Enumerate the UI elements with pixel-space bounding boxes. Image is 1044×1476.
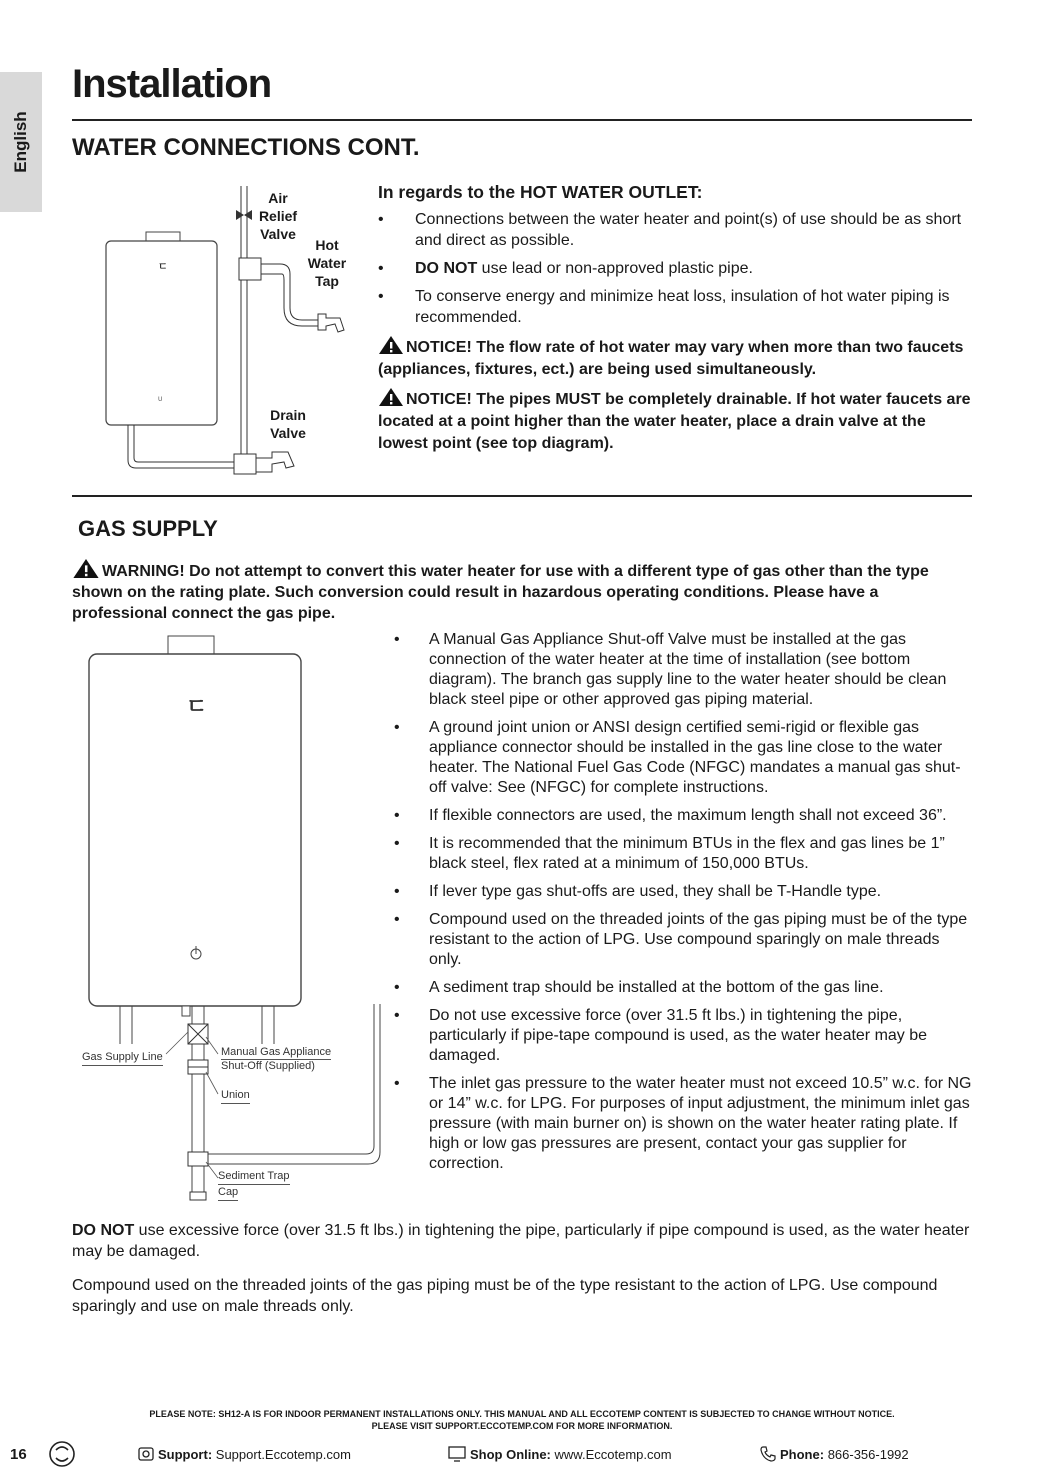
gas-bullet: • If flexible connectors are used, the maximum length shall not exceed 36”.: [394, 806, 974, 826]
gas-supply-line-label: Gas Supply Line: [82, 1051, 163, 1066]
warning-triangle-icon: [72, 558, 100, 579]
notice-flow-rate: NOTICE! The flow rate of hot water may vary when more than two faucets (appliances, fixtures, ect.) are being used simultaneously.: [378, 335, 974, 381]
notice-drainable: NOTICE! The pipes MUST be completely drainable. If hot water faucets are located at a point higher than the water heater, place a drain valve at the lowest point (see top diagram).: [378, 387, 974, 455]
manual-valve-label: Manual Gas Appliance Shut-Off (Supplied): [221, 1046, 332, 1072]
hot-outlet-bullet: • Connections between the water heater and point(s) of use should be as short and direct as possible.: [378, 209, 974, 251]
hot-outlet-heading: In regards to the HOT WATER OUTLET:: [378, 182, 703, 202]
gas-bullet: • Do not use excessive force (over 31.5 ft lbs.) in tightening the pipe, particularly if pipe-tape compound is used, as the water heater may be damaged.: [394, 1006, 974, 1066]
gas-supply-diagram: [78, 632, 388, 1212]
gas-bullet: • If lever type gas shut-offs are used, they shall be T-Handle type.: [394, 882, 974, 902]
support-link[interactable]: Support: Support.Eccotemp.com: [138, 1446, 351, 1462]
do-not-paragraph: DO NOT use excessive force (over 31.5 ft lbs.) in tightening the pipe, particularly if pipe compound is used, as the water heater may be damaged.: [72, 1222, 970, 1260]
sediment-trap-label: Sediment Trap: [218, 1170, 290, 1185]
support-icon: [138, 1446, 154, 1462]
cap-label: Cap: [218, 1186, 238, 1201]
gas-bullet: • A ground joint union or ANSI design certified semi-rigid or flexible gas appliance connector should be installed in the gas line close to the water heater. The National Fuel Gas Code (NFGC) mandates a manual gas shut-off valve: See (NFGC) for complete instructions.: [394, 718, 974, 798]
hot-outlet-bullet: • DO NOT use lead or non-approved plastic pipe.: [378, 258, 974, 279]
gas-supply-instructions: [394, 630, 974, 1182]
water-connection-diagram: [100, 180, 370, 480]
footer-note: PLEASE NOTE: SH12-A IS FOR INDOOR PERMANENT INSTALLATIONS ONLY. THIS MANUAL AND ALL ECCOTEMP CONTENT IS SUBJECTED TO CHANGE WITHOUT NOTICE. PLEASE VISIT SUPPORT.ECCOTEMP.COM FOR MORE INFORMATION.: [149, 1409, 895, 1431]
gas-warning: WARNING! Do not attempt to convert this water heater for use with a different type of gas other than the type shown on the rating plate. Such conversion could result in hazardous operating conditions. Please have a professional connect the gas pipe.: [72, 558, 972, 624]
gas-bullet: • The inlet gas pressure to the water heater must not exceed 10.5” w.c. for NG or 14” w.c. for LPG. For purposes of input adjustment, the minimum inlet gas pressure (with main burner on) is shown on the water heater rating plate. If high or low gas pressures are present, contact your gas supplier for correction.: [394, 1074, 974, 1174]
union-label: Union: [221, 1089, 250, 1104]
warning-triangle-icon: [378, 387, 404, 407]
air-relief-valve-label: Air Relief Valve: [258, 190, 298, 242]
gas-bullet: • It is recommended that the minimum BTUs in the flex and gas lines be 1” black steel, flex rated at a minimum of 150,000 BTUs.: [394, 834, 974, 874]
gas-bullet: • A sediment trap should be installed at the bottom of the gas line.: [394, 978, 974, 998]
gas-bullet: • A Manual Gas Appliance Shut-off Valve must be installed at the gas connection of the water heater at the time of installation (see bottom diagram). The branch gas supply line to the water heater should be clean black steel pipe or other approved gas piping material.: [394, 630, 974, 710]
svg-text:U: U: [158, 396, 163, 403]
section-heading-gas: GAS SUPPLY: [78, 516, 218, 541]
hot-outlet-bullet: • To conserve energy and minimize heat loss, insulation of hot water piping is recommended.: [378, 286, 974, 328]
gas-bullet: • Compound used on the threaded joints of the gas piping must be of the type resistant to the action of LPG. Use compound sparingly on male threads only.: [394, 910, 974, 970]
phone-icon: [760, 1446, 776, 1462]
page-title: Installation: [72, 62, 272, 106]
section-divider: [72, 495, 972, 497]
language-tab: [0, 72, 42, 212]
svg-text:ㄷ: ㄷ: [158, 262, 168, 273]
page-number: 16: [10, 1446, 27, 1463]
phone-link[interactable]: Phone: 866-356-1992: [760, 1446, 909, 1462]
compound-paragraph: Compound used on the threaded joints of the gas piping must be of the type resistant to the action of LPG. Use compound sparingly and use on male threads only.: [72, 1277, 938, 1315]
language-label: English: [11, 111, 30, 173]
drain-valve-label: Drain Valve: [270, 407, 306, 441]
csa-certification-icon: [46, 1438, 82, 1474]
title-divider: [72, 119, 972, 121]
warning-triangle-icon: [378, 335, 404, 355]
hot-water-tap-label: Hot Water Tap: [307, 237, 347, 289]
hot-water-outlet-section: [378, 182, 974, 455]
monitor-icon: [448, 1446, 466, 1462]
svg-text:ㄷ: ㄷ: [186, 695, 208, 720]
page-footer: [0, 1436, 1044, 1476]
shop-online-link[interactable]: Shop Online: www.Eccotemp.com: [448, 1446, 672, 1462]
section-heading-water: WATER CONNECTIONS CONT.: [72, 134, 420, 161]
